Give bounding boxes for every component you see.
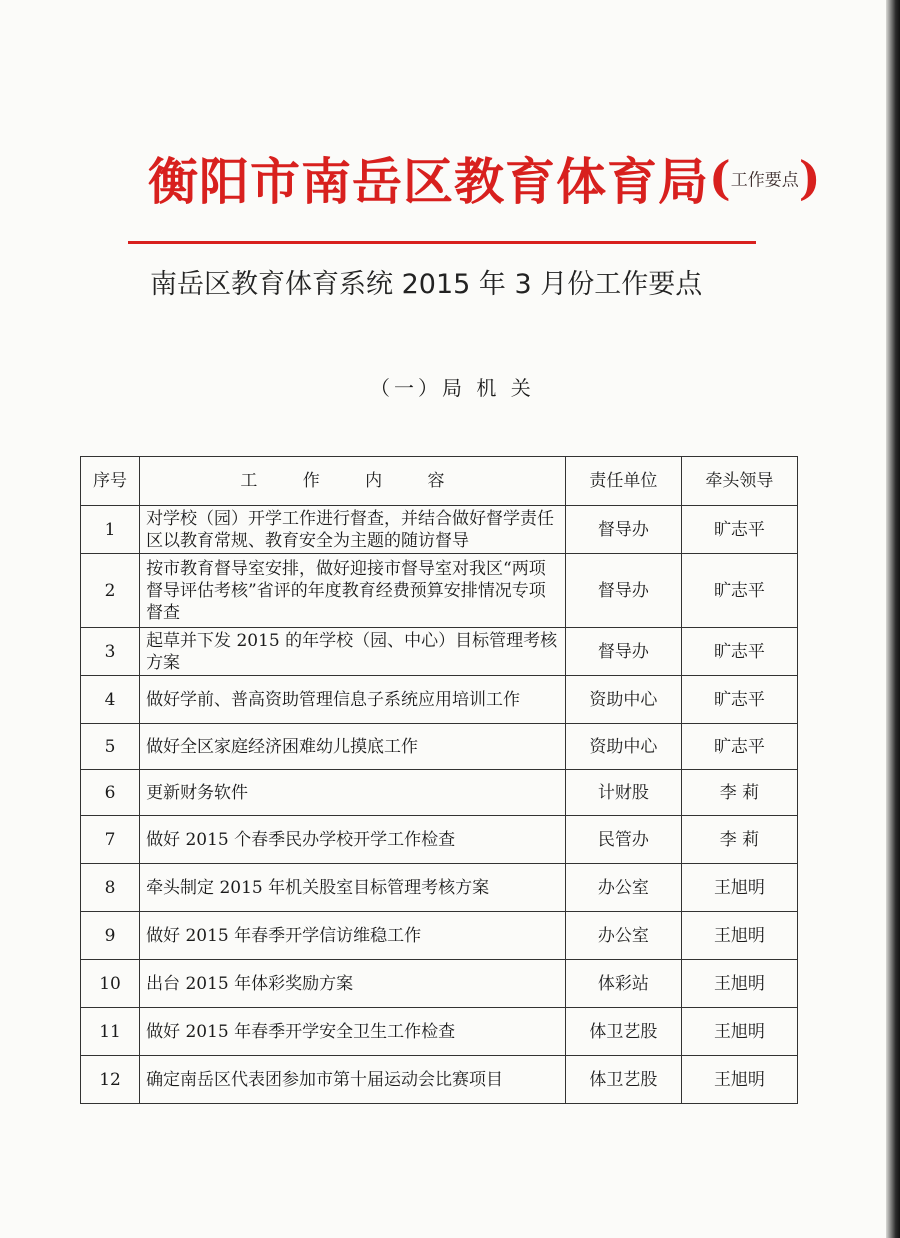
cell-content: 做好 2015 年春季开学信访维稳工作 (140, 912, 566, 960)
cell-num: 5 (81, 724, 140, 770)
org-title: 衡阳市南岳区教育体育局 (148, 152, 709, 211)
cell-leader: 王旭明 (681, 864, 797, 912)
cell-leader: 王旭明 (681, 960, 797, 1008)
table-row (81, 1008, 798, 1056)
header-content: 工 作 内 容 (140, 457, 566, 506)
cell-num: 4 (81, 676, 140, 724)
cell-unit: 体彩站 (565, 960, 681, 1008)
document-subtitle: 南岳区教育体育系统 2015 年 3 月份工作要点 (150, 269, 703, 300)
cell-unit: 体卫艺股 (565, 1008, 681, 1056)
table-row (81, 554, 798, 628)
cell-unit: 督导办 (565, 628, 681, 676)
cell-leader: 李 莉 (681, 816, 797, 864)
paren-close: ) (798, 151, 821, 205)
paren-open: ( (709, 151, 731, 205)
cell-leader: 李 莉 (681, 770, 797, 816)
header-unit: 责任单位 (565, 457, 681, 506)
cell-content: 确定南岳区代表团参加市第十届运动会比赛项目 (140, 1056, 566, 1104)
cell-content: 牵头制定 2015 年机关股室目标管理考核方案 (140, 864, 566, 912)
table-row (81, 770, 798, 816)
section-title: （一）局 机 关 (370, 376, 535, 400)
cell-unit: 资助中心 (565, 724, 681, 770)
cell-leader: 旷志平 (681, 724, 797, 770)
table-row (81, 912, 798, 960)
cell-num: 7 (81, 816, 140, 864)
table-row (81, 960, 798, 1008)
table-row (81, 864, 798, 912)
table-row (81, 1056, 798, 1104)
cell-content: 更新财务软件 (140, 770, 566, 816)
cell-num: 12 (81, 1056, 140, 1104)
table-header-row (81, 457, 798, 506)
header-leader: 牵头领导 (681, 457, 797, 506)
cell-content: 做好 2015 个春季民办学校开学工作检查 (140, 816, 566, 864)
red-divider (128, 241, 756, 244)
cell-unit: 体卫艺股 (565, 1056, 681, 1104)
cell-content: 出台 2015 年体彩奖励方案 (140, 960, 566, 1008)
scan-edge-shadow (886, 0, 900, 1238)
masthead (148, 142, 821, 214)
cell-unit: 资助中心 (565, 676, 681, 724)
cell-num: 1 (81, 506, 140, 554)
cell-unit: 督导办 (565, 554, 681, 628)
cell-num: 10 (81, 960, 140, 1008)
work-plan-table (80, 456, 798, 1104)
header-num: 序号 (81, 457, 140, 506)
cell-content: 做好 2015 年春季开学安全卫生工作检查 (140, 1008, 566, 1056)
cell-num: 11 (81, 1008, 140, 1056)
doc-type-note: 工作要点 (730, 170, 799, 191)
cell-num: 8 (81, 864, 140, 912)
cell-leader: 王旭明 (681, 1056, 797, 1104)
cell-content: 做好全区家庭经济困难幼儿摸底工作 (140, 724, 566, 770)
cell-unit: 民管办 (565, 816, 681, 864)
cell-leader: 旷志平 (681, 676, 797, 724)
cell-content: 做好学前、普高资助管理信息子系统应用培训工作 (140, 676, 566, 724)
table-row (81, 724, 798, 770)
table-row (81, 506, 798, 554)
table-row (81, 676, 798, 724)
cell-leader: 王旭明 (681, 912, 797, 960)
cell-content: 起草并下发 2015 的年学校（园、中心）目标管理考核方案 (140, 628, 566, 676)
cell-leader: 王旭明 (681, 1008, 797, 1056)
cell-unit: 办公室 (565, 912, 681, 960)
cell-num: 2 (81, 554, 140, 628)
cell-content: 按市教育督导室安排，做好迎接市督导室对我区“两项督导评估考核”省评的年度教育经费预算安排情况专项督查 (140, 554, 566, 628)
cell-leader: 旷志平 (681, 628, 797, 676)
cell-unit: 计财股 (565, 770, 681, 816)
cell-leader: 旷志平 (681, 554, 797, 628)
table-row (81, 628, 798, 676)
cell-num: 6 (81, 770, 140, 816)
cell-content: 对学校（园）开学工作进行督查，并结合做好督学责任区以教育常规、教育安全为主题的随访督导 (140, 506, 566, 554)
cell-leader: 旷志平 (681, 506, 797, 554)
cell-unit: 办公室 (565, 864, 681, 912)
cell-num: 3 (81, 628, 140, 676)
cell-unit: 督导办 (565, 506, 681, 554)
table-row (81, 816, 798, 864)
cell-num: 9 (81, 912, 140, 960)
